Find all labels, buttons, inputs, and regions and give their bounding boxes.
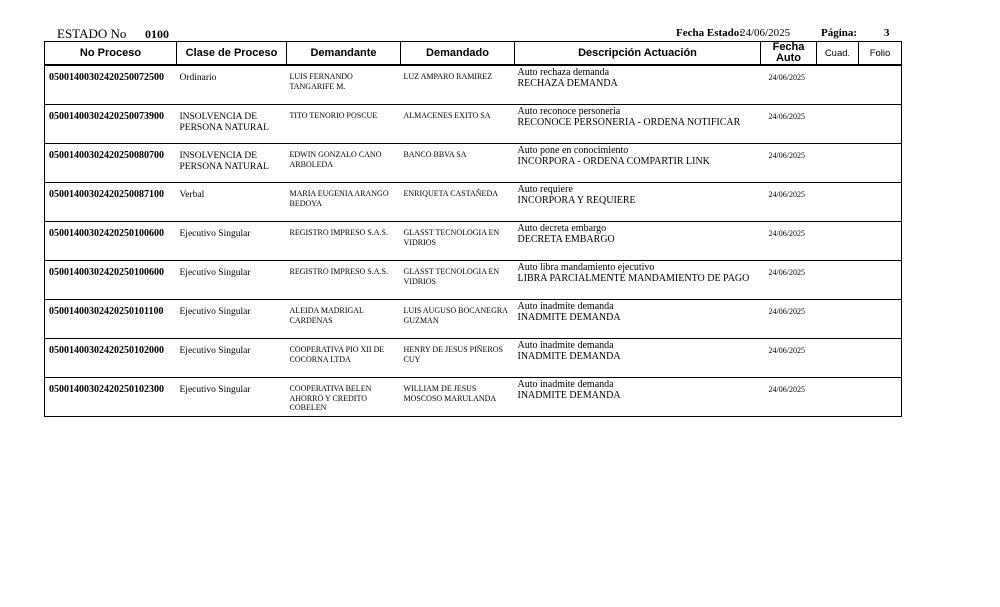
descripcion-actuacion: Auto requiere — [517, 184, 573, 195]
demandante-cell: ALEIDA MADRIGAL CARDENAS — [287, 300, 401, 339]
pagina-label: Página: — [821, 27, 858, 39]
descripcion-anotacion: LIBRA PARCIALMENTE MANDAMIENTO DE PAGO — [517, 273, 750, 284]
no-proceso-cell: 05001400302420250073900 — [45, 105, 177, 144]
descripcion-anotacion: DECRETA EMBARGO — [517, 234, 615, 245]
fecha-estado-value: 24/06/2025 — [740, 27, 791, 39]
table-row — [45, 65, 902, 105]
cuad-cell — [817, 300, 859, 339]
table-row — [45, 144, 902, 183]
clase-proceso-cell: Verbal — [177, 183, 287, 222]
table-header-row — [45, 42, 902, 66]
no-proceso-cell: 05001400302420250102300 — [45, 378, 177, 417]
clase-proceso-cell: Ejecutivo Singular — [177, 300, 287, 339]
table-row — [45, 300, 902, 339]
no-proceso-cell: 05001400302420250100600 — [45, 261, 177, 300]
descripcion-cell — [515, 105, 761, 144]
cuad-cell — [817, 261, 859, 300]
demandante-cell: MARIA EUGENIA ARANGO BEDOYA — [287, 183, 401, 222]
table-row — [45, 378, 902, 417]
folio-cell — [859, 144, 902, 183]
col-header-descripcion: Descripción Actuación — [515, 42, 761, 66]
fecha-auto-cell: 24/06/2025 — [761, 261, 817, 300]
no-proceso-cell: 05001400302420250100600 — [45, 222, 177, 261]
descripcion-anotacion: INADMITE DEMANDA — [517, 351, 621, 362]
demandado-cell: BANCO BBVA SA — [401, 144, 515, 183]
clase-proceso-cell: Ejecutivo Singular — [177, 339, 287, 378]
descripcion-actuacion: Auto inadmite demanda — [517, 301, 614, 312]
demandado-cell: HENRY DE JESUS PIÑEROS CUY — [401, 339, 515, 378]
descripcion-cell — [515, 222, 761, 261]
table-row — [45, 105, 902, 144]
descripcion-cell — [515, 378, 761, 417]
cuad-cell — [817, 105, 859, 144]
demandado-cell: LUZ AMPARO RAMIREZ — [401, 65, 515, 105]
table-row — [45, 183, 902, 222]
demandado-cell: GLASST TECNOLOGIA EN VIDRIOS — [401, 261, 515, 300]
descripcion-cell — [515, 183, 761, 222]
demandante-cell: COOPERATIVA PIO XII DE COCORNA LTDA — [287, 339, 401, 378]
descripcion-actuacion: Auto libra mandamiento ejecutivo — [517, 262, 655, 273]
clase-proceso-cell: INSOLVENCIA DE PERSONA NATURAL — [177, 105, 287, 144]
col-header-demandante: Demandante — [287, 42, 401, 66]
fecha-auto-cell: 24/06/2025 — [761, 183, 817, 222]
col-header-demandado: Demandado — [401, 42, 515, 66]
descripcion-cell — [515, 144, 761, 183]
clase-proceso-cell: Ejecutivo Singular — [177, 378, 287, 417]
descripcion-anotacion: INADMITE DEMANDA — [517, 312, 621, 323]
descripcion-actuacion: Auto reconoce personeria — [517, 106, 621, 117]
fecha-auto-cell: 24/06/2025 — [761, 144, 817, 183]
fecha-auto-cell: 24/06/2025 — [761, 378, 817, 417]
descripcion-anotacion: INCORPORA - ORDENA COMPARTIR LINK — [517, 156, 710, 167]
descripcion-cell — [515, 300, 761, 339]
cuad-cell — [817, 222, 859, 261]
descripcion-anotacion: RECONOCE PERSONERIA - ORDENA NOTIFICAR — [517, 117, 741, 128]
table-row — [45, 222, 902, 261]
clase-proceso-cell: INSOLVENCIA DE PERSONA NATURAL — [177, 144, 287, 183]
estado-number: 0100 — [145, 27, 169, 41]
cuad-cell — [817, 378, 859, 417]
demandado-cell: LUIS AUGUSO BOCANEGRA GUZMAN — [401, 300, 515, 339]
folio-cell — [859, 300, 902, 339]
col-header-clase: Clase de Proceso — [177, 42, 287, 66]
col-header-folio: Folio — [859, 42, 902, 66]
descripcion-actuacion: Auto decreta embargo — [517, 223, 607, 234]
folio-cell — [859, 105, 902, 144]
no-proceso-cell: 05001400302420250102000 — [45, 339, 177, 378]
descripcion-anotacion: INCORPORA Y REQUIERE — [517, 195, 636, 206]
table-row — [45, 339, 902, 378]
demandante-cell: COOPERATIVA BELEN AHORRO Y CREDITO COBELEN — [287, 378, 401, 417]
no-proceso-cell: 05001400302420250080700 — [45, 144, 177, 183]
demandado-cell: ENRIQUETA CASTAÑEDA — [401, 183, 515, 222]
descripcion-cell — [515, 261, 761, 300]
demandado-cell: GLASST TECNOLOGIA EN VIDRIOS — [401, 222, 515, 261]
fecha-auto-cell: 24/06/2025 — [761, 105, 817, 144]
descripcion-anotacion: INADMITE DEMANDA — [517, 390, 621, 401]
descripcion-cell — [515, 65, 761, 105]
clase-proceso-cell: Ejecutivo Singular — [177, 261, 287, 300]
demandado-cell: WILLIAM DE JESUS MOSCOSO MARULANDA — [401, 378, 515, 417]
pagina-value: 3 — [884, 27, 890, 39]
cuad-cell — [817, 65, 859, 105]
fecha-auto-cell: 24/06/2025 — [761, 339, 817, 378]
folio-cell — [859, 65, 902, 105]
folio-cell — [859, 378, 902, 417]
demandante-cell: REGISTRO IMPRESO S.A.S. — [287, 222, 401, 261]
col-header-fecha-auto: Fecha Auto — [761, 42, 817, 66]
folio-cell — [859, 339, 902, 378]
col-header-no-proceso: No Proceso — [45, 42, 177, 66]
descripcion-anotacion: RECHAZA DEMANDA — [517, 78, 618, 89]
no-proceso-cell: 05001400302420250072500 — [45, 65, 177, 105]
fecha-auto-cell: 24/06/2025 — [761, 65, 817, 105]
demandante-cell: LUIS FERNANDO TANGARIFE M. — [287, 65, 401, 105]
folio-cell — [859, 183, 902, 222]
demandante-cell: REGISTRO IMPRESO S.A.S. — [287, 261, 401, 300]
no-proceso-cell: 05001400302420250087100 — [45, 183, 177, 222]
cuad-cell — [817, 144, 859, 183]
table-row — [45, 261, 902, 300]
clase-proceso-cell: Ejecutivo Singular — [177, 222, 287, 261]
descripcion-actuacion: Auto rechaza demanda — [517, 67, 610, 78]
demandante-cell: EDWIN GONZALO CANO ARBOLEDA — [287, 144, 401, 183]
fecha-auto-cell: 24/06/2025 — [761, 300, 817, 339]
folio-cell — [859, 222, 902, 261]
estado-label: ESTADO No — [57, 26, 127, 41]
cuad-cell — [817, 339, 859, 378]
fecha-auto-cell: 24/06/2025 — [761, 222, 817, 261]
descripcion-actuacion: Auto inadmite demanda — [517, 379, 614, 390]
descripcion-actuacion: Auto pone en conocimiento — [517, 145, 629, 156]
folio-cell — [859, 261, 902, 300]
cuad-cell — [817, 183, 859, 222]
document-header — [0, 26, 1000, 42]
descripcion-actuacion: Auto inadmite demanda — [517, 340, 614, 351]
actuaciones-table — [44, 41, 902, 417]
demandante-cell: TITO TENORIO POSCUE — [287, 105, 401, 144]
fecha-estado-label: Fecha Estado: — [676, 27, 743, 39]
no-proceso-cell: 05001400302420250101100 — [45, 300, 177, 339]
demandado-cell: ALMACENES EXITO SA — [401, 105, 515, 144]
clase-proceso-cell: Ordinario — [177, 65, 287, 105]
col-header-cuad: Cuad. — [817, 42, 859, 66]
descripcion-cell — [515, 339, 761, 378]
